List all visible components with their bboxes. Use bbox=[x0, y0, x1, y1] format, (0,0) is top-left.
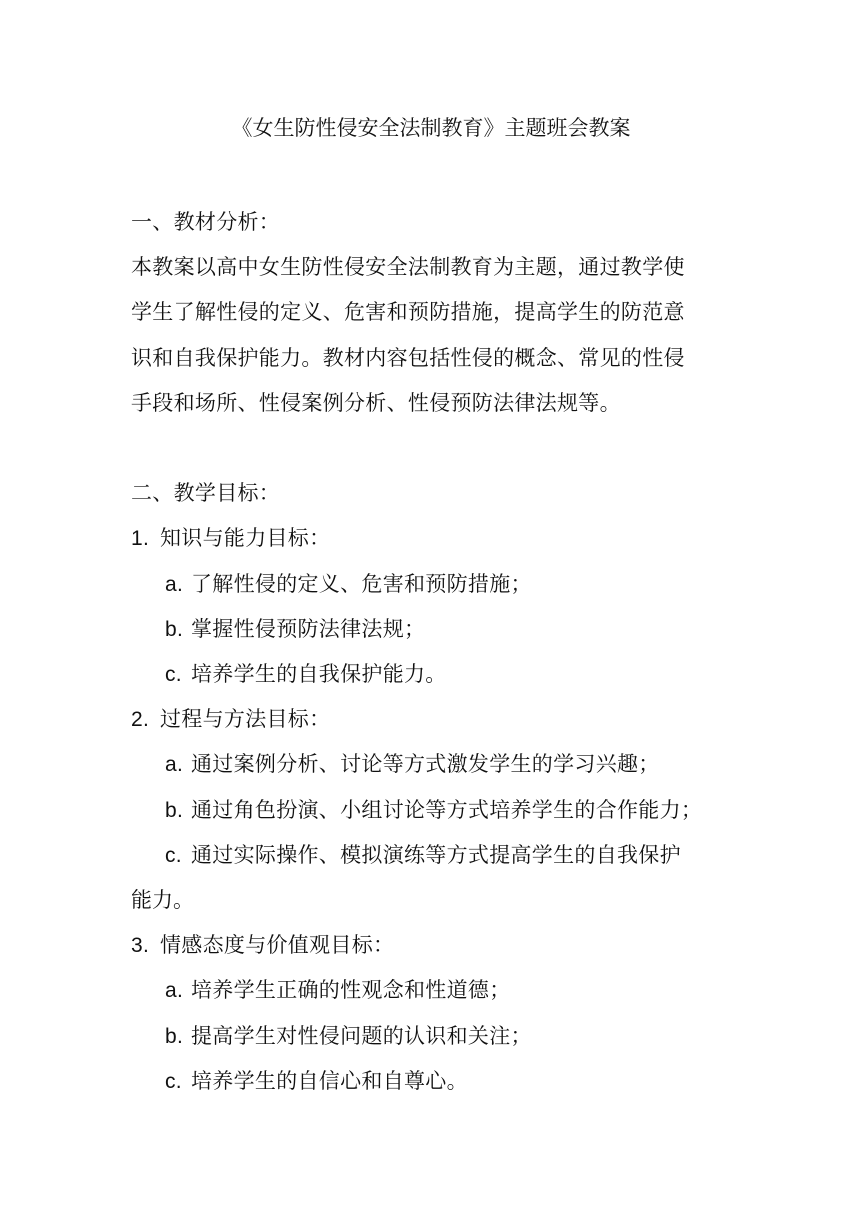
spacer bbox=[131, 426, 731, 471]
item-marker: b. bbox=[165, 617, 184, 641]
item-text: 培养学生正确的性观念和性道德； bbox=[191, 978, 511, 1003]
document-title: 《女生防性侵安全法制教育》主题班会教案 bbox=[231, 116, 631, 140]
document-content bbox=[131, 112, 731, 1104]
item-marker: b. bbox=[165, 798, 184, 822]
goal-label: 情感态度与价值观目标： bbox=[160, 933, 395, 958]
item-marker: c. bbox=[165, 663, 182, 687]
item-text: 提高学生对性侵问题的认识和关注； bbox=[191, 1023, 532, 1048]
spacer bbox=[131, 144, 731, 200]
item-marker: c. bbox=[165, 843, 182, 867]
goal-item bbox=[131, 968, 731, 1013]
item-text: 掌握性侵预防法律法规； bbox=[191, 616, 426, 641]
goal-item bbox=[131, 607, 731, 652]
goal-item bbox=[131, 742, 731, 787]
goal-item bbox=[131, 788, 731, 833]
goal-number: 1. bbox=[131, 527, 150, 551]
section-heading-materials: 一、教材分析： bbox=[131, 210, 281, 234]
item-marker: a. bbox=[165, 572, 184, 596]
item-marker: a. bbox=[165, 753, 184, 777]
goal-heading bbox=[131, 923, 731, 968]
goal-item bbox=[131, 652, 731, 697]
item-text: 通过案例分析、讨论等方式激发学生的学习兴趣； bbox=[191, 752, 660, 777]
paragraph-line: 学生了解性侵的定义、危害和预防措施，提高学生的防范意 bbox=[131, 300, 685, 325]
item-marker: a. bbox=[165, 979, 184, 1003]
item-text: 通过角色扮演、小组讨论等方式培养学生的合作能力； bbox=[191, 797, 703, 822]
item-text: 培养学生的自我保护能力。 bbox=[191, 662, 447, 687]
item-text: 培养学生的自信心和自尊心。 bbox=[191, 1068, 468, 1093]
item-text: 通过实际操作、模拟演练等方式提高学生的自我保护 bbox=[191, 842, 681, 867]
section-heading-objectives: 二、教学目标： bbox=[131, 481, 281, 506]
item-marker: c. bbox=[165, 1069, 182, 1093]
item-marker: b. bbox=[165, 1024, 184, 1048]
goal-item bbox=[131, 562, 731, 607]
item-continuation: 能力。 bbox=[131, 888, 194, 913]
goal-item bbox=[131, 833, 731, 878]
item-text: 了解性侵的定义、危害和预防措施； bbox=[191, 571, 532, 596]
paragraph-line: 识和自我保护能力。教材内容包括性侵的概念、常见的性侵 bbox=[131, 345, 685, 370]
goal-item bbox=[131, 1014, 731, 1059]
goal-item bbox=[131, 1059, 731, 1104]
goal-heading bbox=[131, 516, 731, 561]
paragraph-line: 手段和场所、性侵案例分析、性侵预防法律法规等。 bbox=[131, 390, 621, 415]
goal-label: 过程与方法目标： bbox=[160, 707, 331, 732]
paragraph-line: 本教案以高中女生防性侵安全法制教育为主题，通过教学使 bbox=[131, 255, 685, 280]
goal-number: 2. bbox=[131, 708, 150, 732]
goal-number: 3. bbox=[131, 934, 150, 958]
goal-label: 知识与能力目标： bbox=[160, 526, 331, 551]
goal-heading bbox=[131, 697, 731, 742]
